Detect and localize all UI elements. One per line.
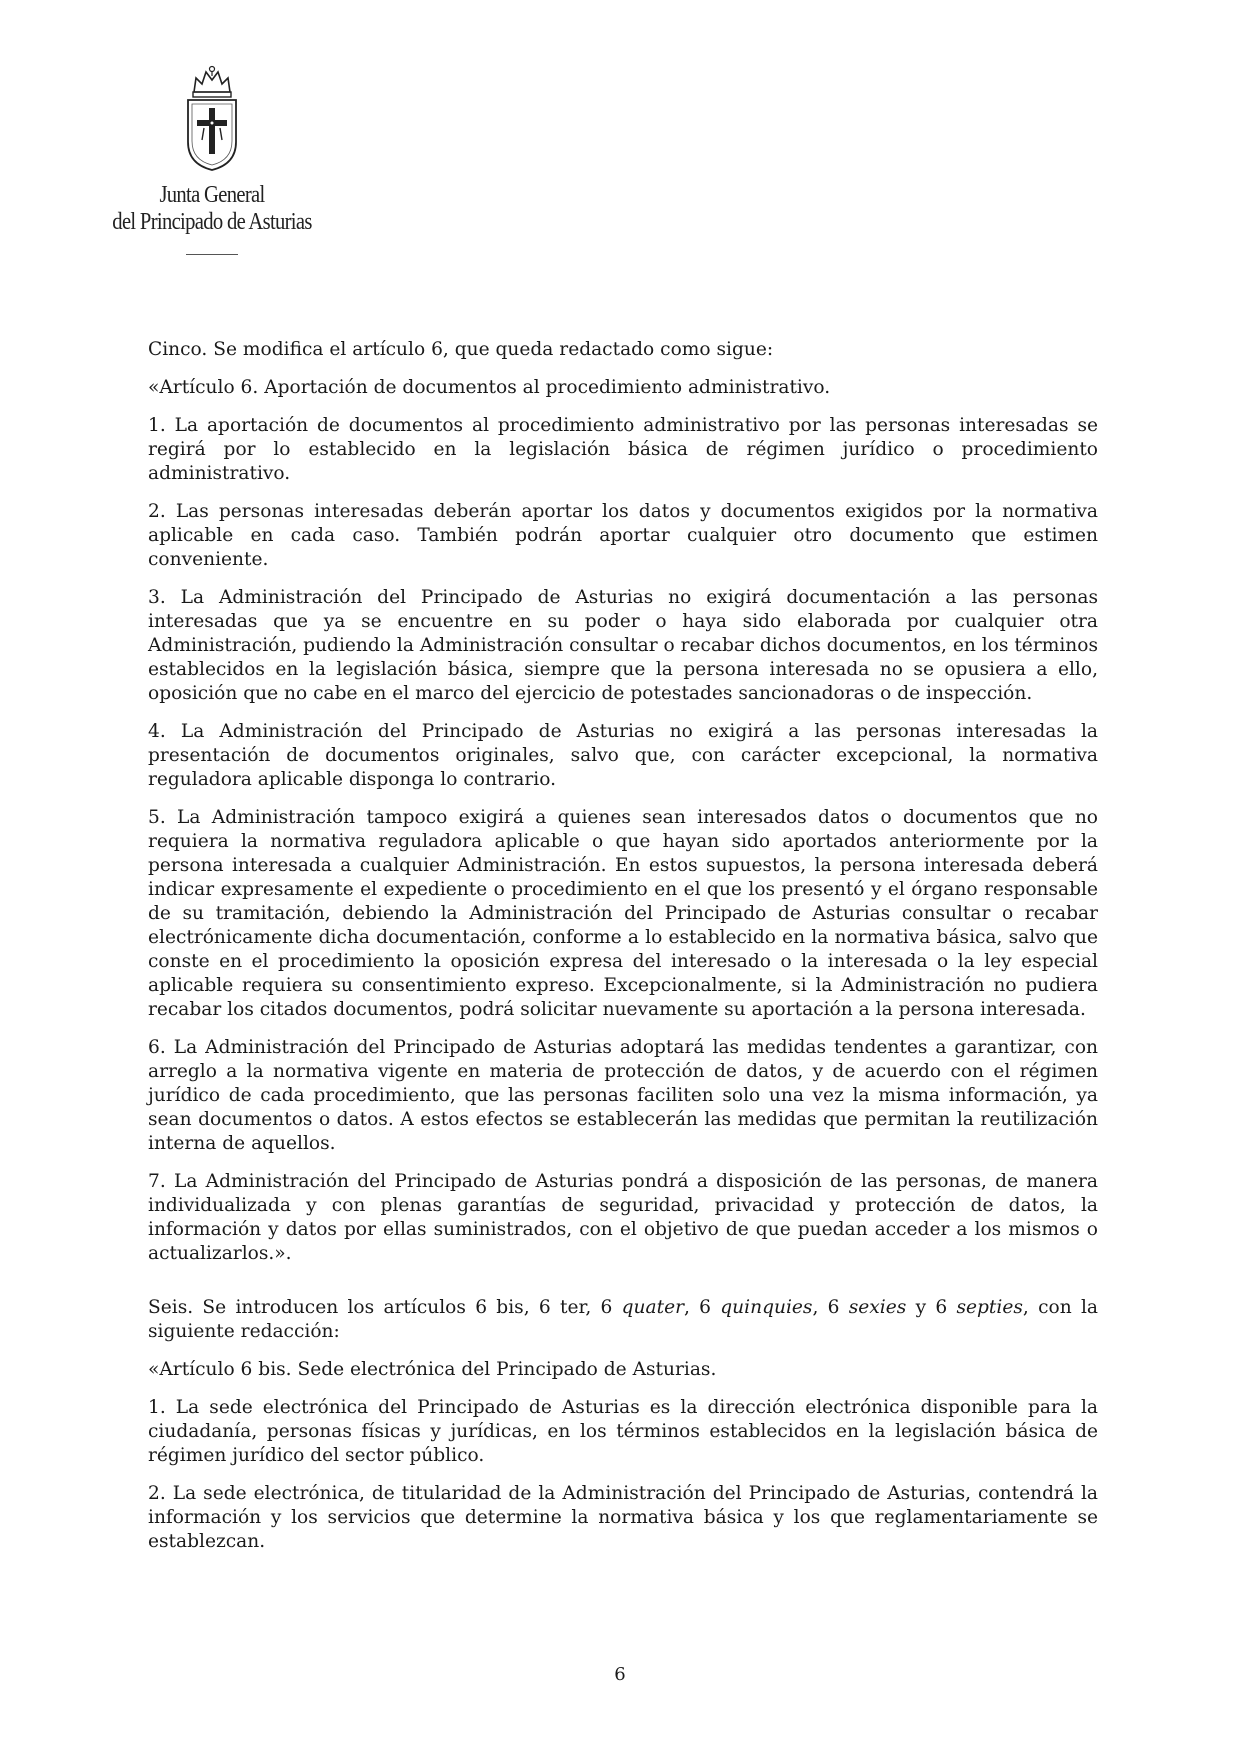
page-number: 6	[614, 1664, 626, 1685]
article-6-heading: «Artículo 6. Aportación de documentos al procedimiento administrativo.	[148, 377, 831, 398]
org-name-line2: del Principado de Asturias	[112, 209, 312, 235]
org-name-line1: Junta General	[159, 182, 265, 208]
text-run: Seis. Se introducen los artículos 6 bis, 6 ter, 6	[148, 1297, 622, 1318]
article-6-item-5: 5. La Administración tampoco exigirá a quienes sean interesados datos o documentos que no requiera la normativa reguladora aplicable o que hayan sido aportados anteriormente por la persona interesada a cualquier Administración. En estos supuestos, la persona interesada deberá indicar expresamente el expediente o procedimiento en el que los presentó y el órgano responsable de su tramitación, debiendo la Administración del Principado de Asturias consultar o recabar electrónicamente dicha documentación, conforme a lo establecido en la normativa básica, salvo que conste en el procedimiento la oposición expresa del interesado o la interesada o la ley especial aplicable requiera su consentimiento expreso. Excepcionalmente, si la Administración no pudiera recabar los citados documentos, podrá solicitar nuevamente su aportación a la persona interesada.	[148, 807, 1098, 1020]
article-6-item-2: 2. Las personas interesadas deberán aportar los datos y documentos exigidos por la normativa aplicable en cada caso. También podrán aportar cualquier otro documento que estimen conveniente.	[148, 501, 1098, 570]
paragraph-section-cinco: Cinco. Se modifica el artículo 6, que queda redactado como sigue:	[148, 339, 774, 360]
paragraph-section-seis	[148, 1296, 1098, 1344]
article-6bis-item-2: 2. La sede electrónica, de titularidad de la Administración del Principado de Asturias, contendrá la información y los servicios que determine la normativa básica y los que reglamentariamente se establezcan.	[148, 1483, 1098, 1552]
article-6-item-1: 1. La aportación de documentos al procedimiento administrativo por las personas interesadas se regirá por lo establecido en la legislación básica de régimen jurídico o procedimiento administrativo.	[148, 415, 1098, 484]
text-run: , con la siguiente redacción:	[148, 1297, 1098, 1342]
header-divider	[186, 254, 238, 255]
article-6-item-7: 7. La Administración del Principado de Asturias pondrá a disposición de las personas, de manera individualizada y con plenas garantías de seguridad, privacidad y protección de datos, la información y datos por ellas suministrados, con el objetivo de que puedan acceder a los mismos o actualizarlos.».	[148, 1171, 1098, 1264]
italic-term: septies	[956, 1297, 1023, 1318]
italic-term: quater	[621, 1297, 684, 1318]
italic-term: quinquies	[720, 1297, 813, 1318]
article-6-item-3: 3. La Administración del Principado de Asturias no exigirá documentación a las personas interesadas que ya se encuentre en su poder o haya sido elaborada por cualquier otra Administración, pudiendo la Administración consultar o recabar dichos documentos, en los términos establecidos en la legislación básica, siempre que la persona interesada no se opusiera a ello, oposición que no cabe en el marco del ejercicio de potestades sancionadoras o de inspección.	[148, 587, 1098, 704]
article-6bis-heading: «Artículo 6 bis. Sede electrónica del Principado de Asturias.	[148, 1359, 717, 1380]
italic-term: sexies	[848, 1297, 907, 1318]
text-run: y 6	[906, 1297, 957, 1318]
article-6-item-4: 4. La Administración del Principado de Asturias no exigirá a las personas interesadas la presentación de documentos originales, salvo que, con carácter excepcional, la normativa reguladora aplicable disponga lo contrario.	[148, 721, 1098, 790]
coat-of-arms-icon	[182, 64, 242, 174]
document-body	[148, 338, 1098, 1568]
text-run: , 6	[683, 1297, 721, 1318]
article-6-item-6: 6. La Administración del Principado de Asturias adoptará las medidas tendentes a garantizar, con arreglo a la normativa vigente en materia de protección de datos, y de acuerdo con el régimen jurídico de cada procedimiento, que las personas faciliten solo una vez la misma información, ya sean documentos o datos. A estos efectos se establecerán las medidas que permitan la reutilización interna de aquellos.	[148, 1037, 1098, 1154]
article-6bis-item-1: 1. La sede electrónica del Principado de Asturias es la dirección electrónica disponible para la ciudadanía, personas físicas y jurídicas, en los términos establecidos en la legislación básica de régimen jurídico del sector público.	[148, 1397, 1098, 1466]
text-run: , 6	[812, 1297, 849, 1318]
document-header	[92, 64, 332, 255]
